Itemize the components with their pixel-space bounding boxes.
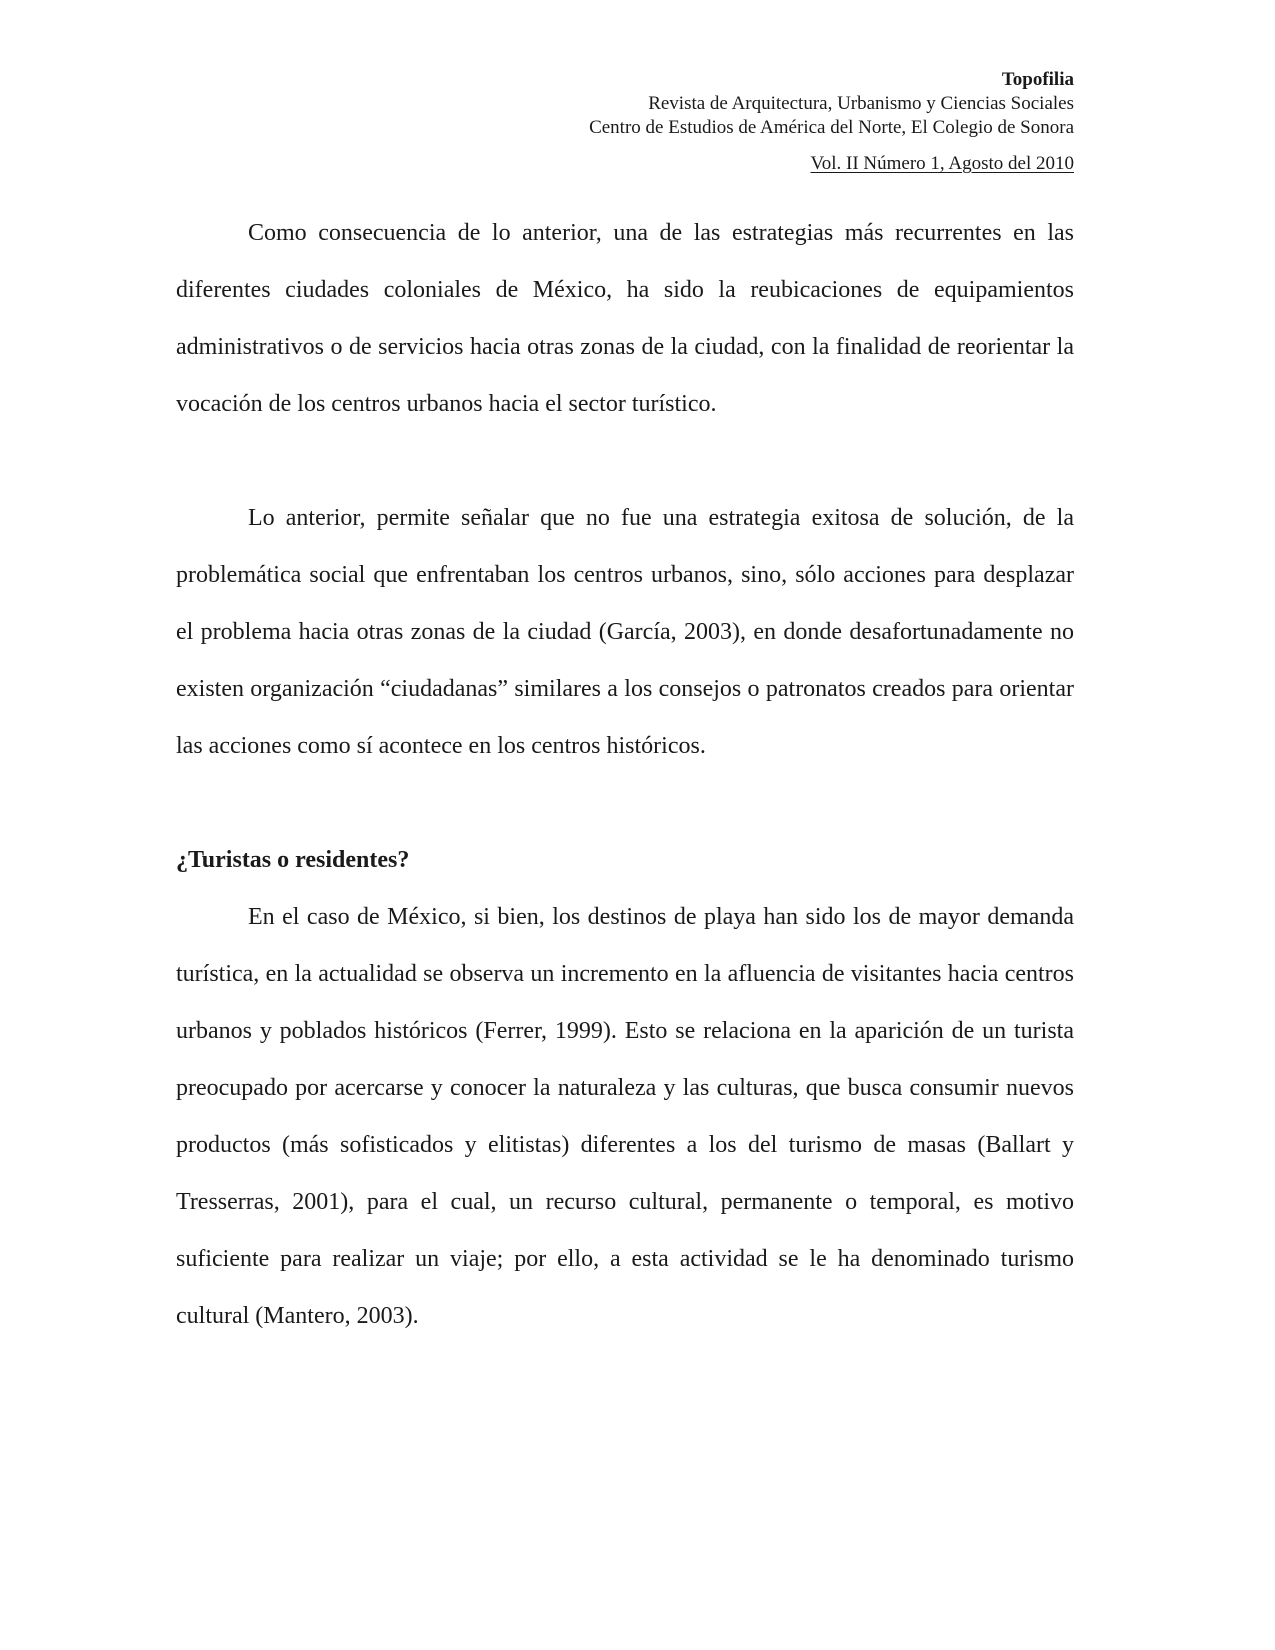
journal-header [589, 68, 1074, 176]
journal-volume: Vol. II Número 1, Agosto del 2010 [810, 153, 1074, 174]
paragraph-3: En el caso de México, si bien, los destinos de playa han sido los de mayor demanda turística, en la actualidad se observa un incremento en la afluencia de visitantes hacia centros urbanos y poblados históricos (Ferrer, 1999). Esto se relaciona en la aparición de un turista preocupado por acercarse y conocer la naturaleza y las culturas, que busca consumir nuevos productos (más sofisticados y elitistas) diferentes a los del turismo de masas (Ballart y Tresserras, 2001), para el cual, un recurso cultural, permanente o temporal, es motivo suficiente para realizar un viaje; por ello, a esta actividad se le ha denominado turismo cultural (Mantero, 2003). [176, 904, 1074, 1329]
paragraph-spacer [176, 775, 1074, 832]
journal-title: Topofilia [1001, 69, 1074, 90]
page-body [176, 205, 1074, 1345]
paragraph-1: Como consecuencia de lo anterior, una de las estrategias más recurrentes en las diferentes ciudades coloniales de México, ha sido la reubicaciones de equipamientos administrativos o de servicios hacia otras zonas de la ciudad, con la finalidad de reorientar la vocación de los centros urbanos hacia el sector turístico. [176, 220, 1074, 417]
section-heading: ¿Turistas o residentes? [176, 847, 410, 873]
journal-subtitle: Revista de Arquitectura, Urbanismo y Ciencias Sociales [648, 93, 1074, 114]
journal-institution: Centro de Estudios de América del Norte, El Colegio de Sonora [589, 117, 1074, 138]
paragraph-spacer [176, 433, 1074, 490]
paragraph-2: Lo anterior, permite señalar que no fue una estrategia exitosa de solución, de la problemática social que enfrentaban los centros urbanos, sino, sólo acciones para desplazar el problema hacia otras zonas de la ciudad (García, 2003), en donde desafortunadamente no existen organización “ciudadanas” similares a los consejos o patronatos creados para orientar las acciones como sí acontece en los centros históricos. [176, 505, 1074, 759]
